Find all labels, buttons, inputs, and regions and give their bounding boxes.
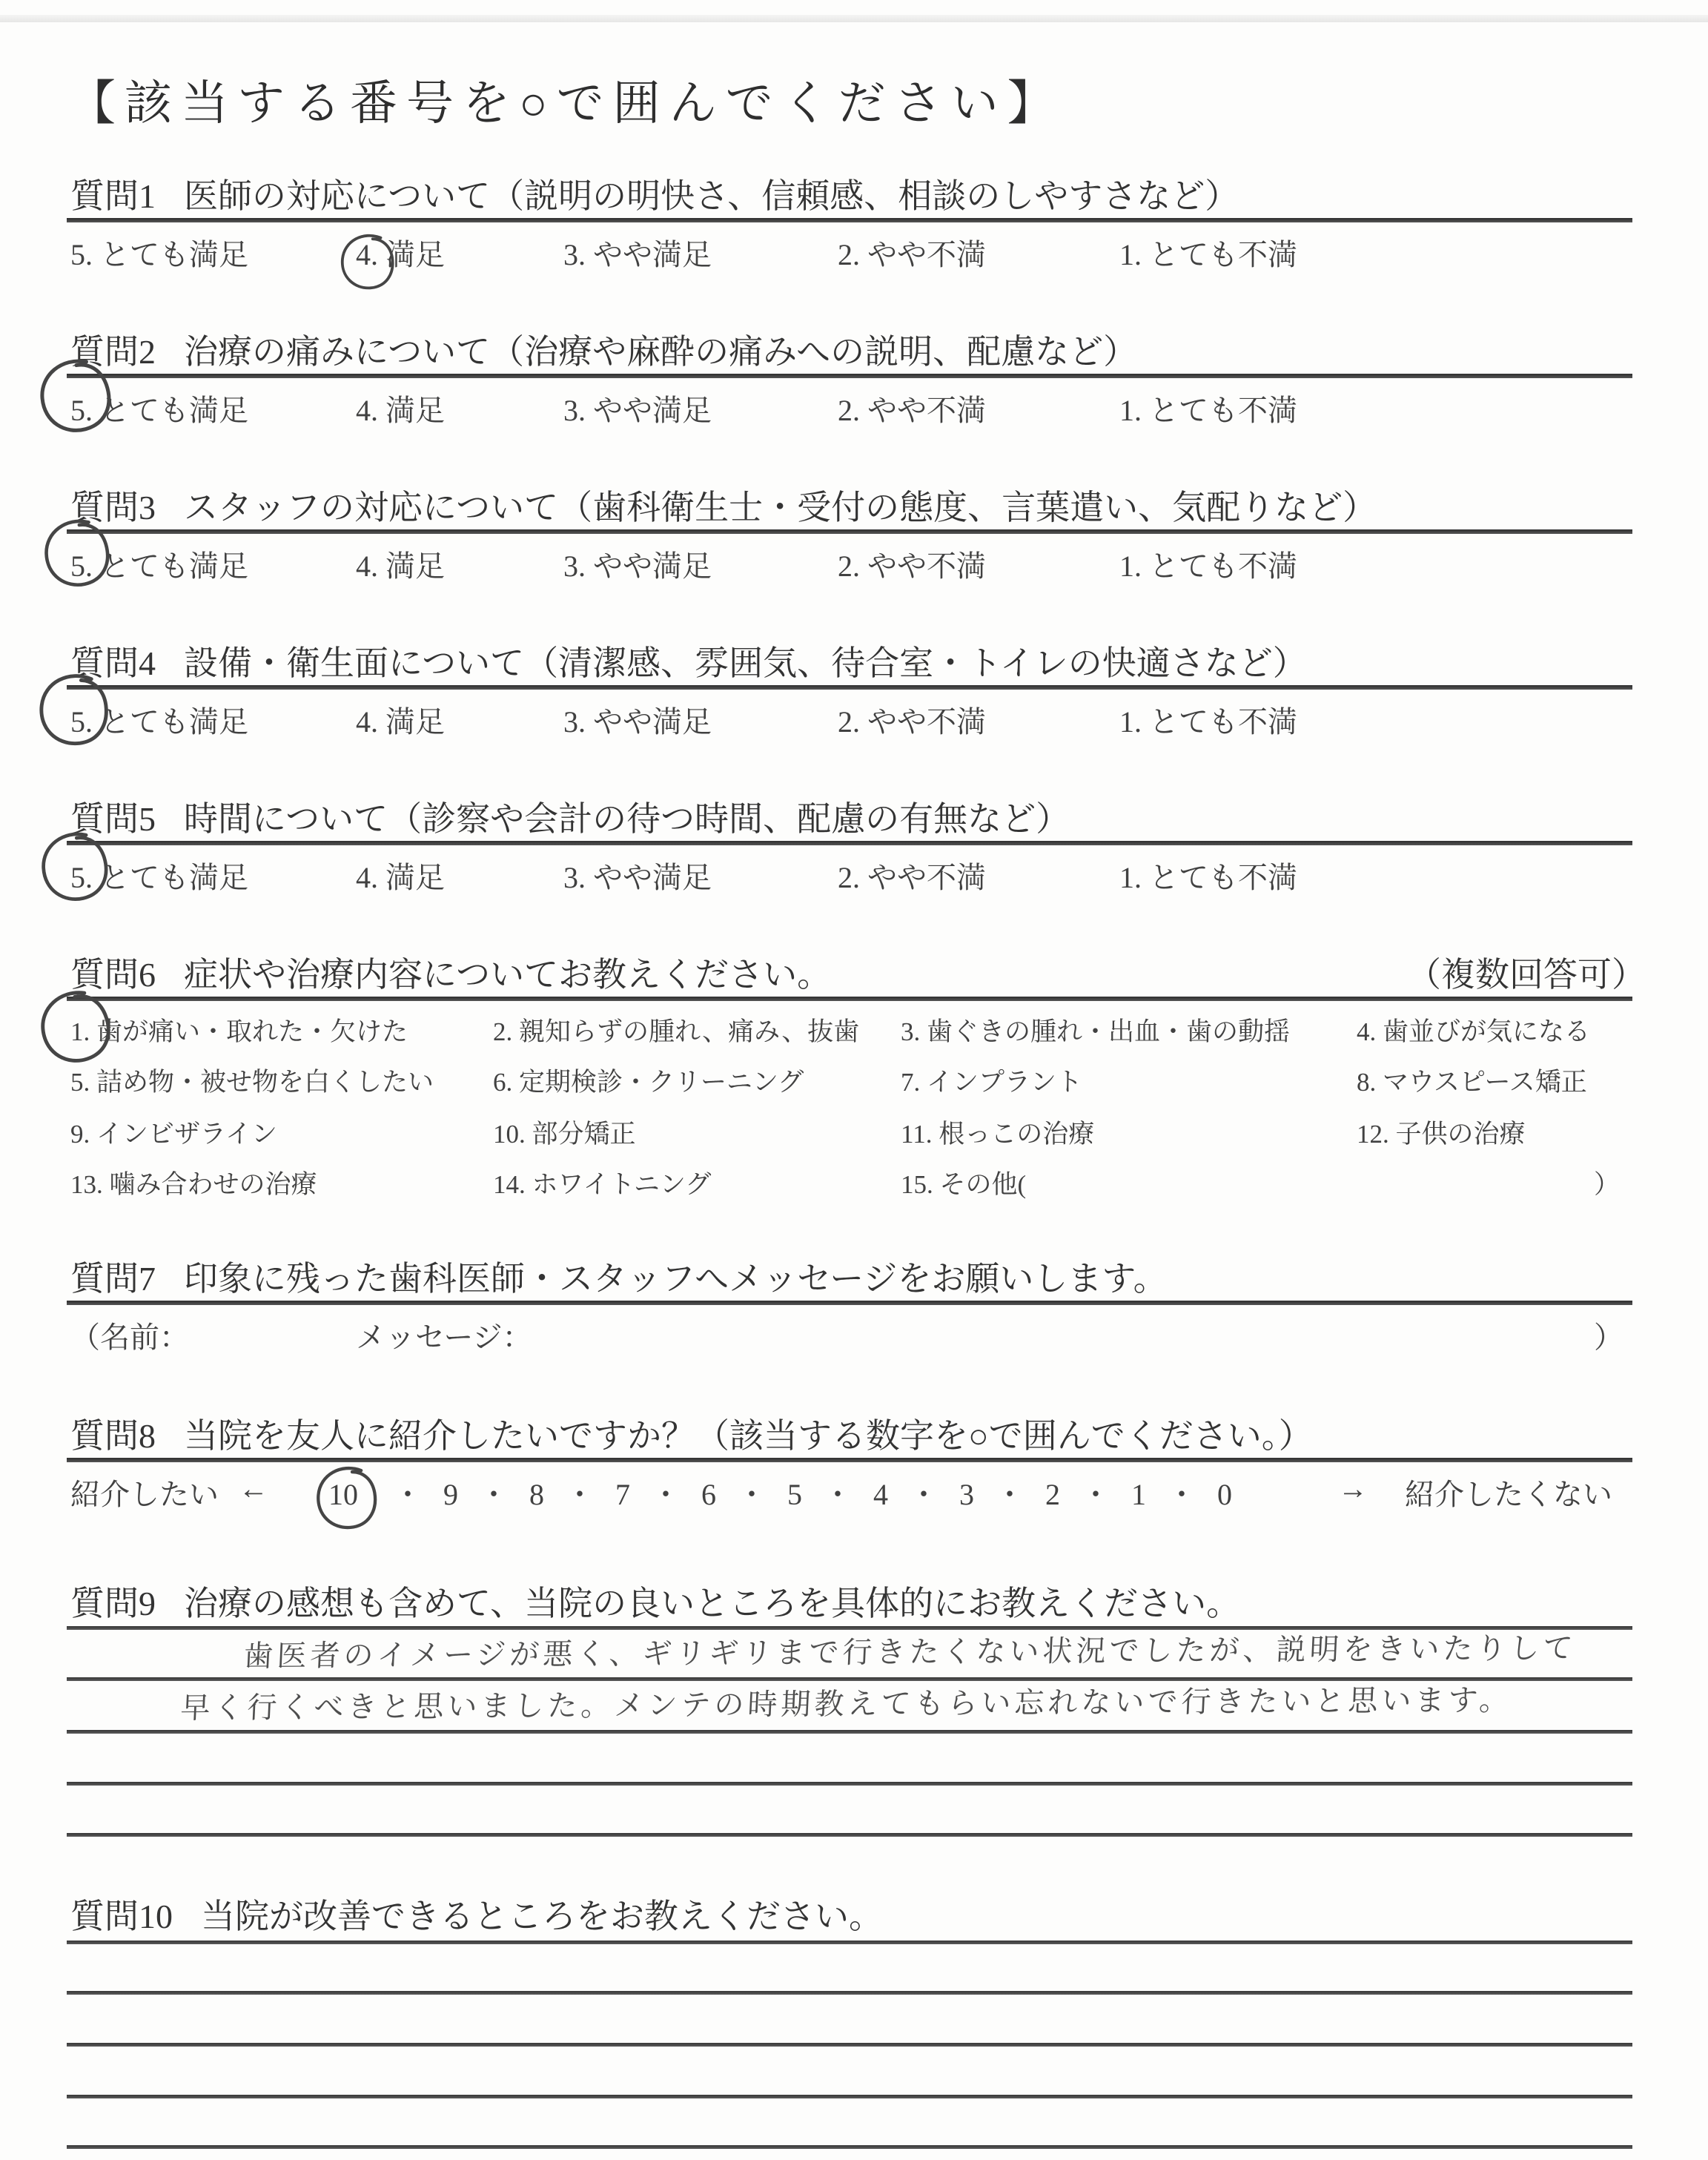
rating-option-4: 4. 満足 (356, 861, 445, 894)
question-topic: 治療の痛みについて（治療や麻酔の痛みへの説明、配慮など） (184, 333, 1138, 371)
section-rule (67, 529, 1632, 534)
question-heading (70, 636, 1307, 685)
question-heading (70, 1576, 1240, 1625)
question-heading (70, 1889, 883, 1938)
other-close-paren: ） (1594, 1170, 1621, 1199)
symptom-item-2: 2. 親知らずの腫れ、痛み、抜歯 (493, 1017, 860, 1046)
selected-score-value: 10 (328, 1478, 358, 1511)
handwritten-answer-line-1: 歯医者のイメージが悪く、ギリギリまで行きたくない状況でしたが、説明をきいたりして (242, 1631, 1578, 1674)
rating-option-5: 5. とても満足 (70, 861, 248, 894)
rating-option-3: 3. やや満足 (563, 238, 712, 271)
question-label: 質問7 (70, 1260, 156, 1298)
name-field-label: （名前： (70, 1321, 189, 1354)
rating-option-5: 5. とても満足 (70, 238, 248, 271)
question-heading (70, 169, 1239, 218)
question-topic: 時間について（診察や会計の待つ時間、配慮の有無など） (184, 800, 1070, 838)
page-title: 【該当する番号を○で囲んでください】 (68, 77, 1064, 130)
question-label: 質問8 (70, 1417, 156, 1455)
scale-right-label: 紹介したくない (1405, 1478, 1612, 1511)
rating-option-1: 1. とても不満 (1119, 394, 1297, 427)
symptom-item-14: 14. ホワイトニング (493, 1170, 712, 1199)
symptom-item-4: 4. 歯並びが気になる (1357, 1017, 1591, 1046)
scale-left-label: 紹介したい (70, 1478, 219, 1511)
answer-line (67, 2145, 1632, 2149)
nps-scale-row (0, 1471, 1708, 1523)
selected-score (315, 1461, 379, 1535)
question-heading (70, 1409, 1313, 1458)
symptom-item-7: 7. インプラント (901, 1068, 1083, 1097)
rating-option-1: 1. とても不満 (1119, 861, 1297, 894)
section-rule (67, 1301, 1632, 1305)
section-rule (67, 374, 1632, 378)
question-topic: 印象に残った歯科医師・スタッフへメッセージをお願いします。 (184, 1260, 1168, 1298)
symptom-item-15: 15. その他( (901, 1170, 1027, 1199)
answer-line (67, 1941, 1632, 1944)
symptom-item-9: 9. インビザライン (70, 1120, 277, 1149)
rating-option-2: 2. やや不満 (838, 861, 986, 894)
symptom-item-8: 8. マウスピース矯正 (1357, 1068, 1587, 1097)
question-heading (70, 792, 1070, 841)
rating-option-3: 3. やや満足 (563, 394, 712, 427)
rating-option-5: 5. とても満足 (70, 705, 248, 739)
question-heading (70, 1252, 1168, 1301)
question-label: 質問1 (70, 177, 156, 215)
scale-numbers: ・ 9 ・ 8 ・ 7 ・ 6 ・ 5 ・ 4 ・ 3 ・ 2 ・ 1 ・ 0 (393, 1478, 1239, 1511)
question-heading (70, 948, 831, 997)
question-topic: 症状や治療内容についてお教えください。 (184, 956, 832, 994)
section-rule (67, 1458, 1632, 1462)
symptom-item-5: 5. 詰め物・被せ物を白くしたい (70, 1068, 434, 1097)
question-topic: 設備・衛生面について（清潔感、雰囲気、待合室・トイレの快適さなど） (184, 644, 1307, 682)
multiple-answers-note: （複数回答可） (1407, 956, 1646, 994)
rating-option-5: 5. とても満足 (70, 549, 248, 583)
question-label: 質問2 (70, 333, 156, 371)
symptom-item-12: 12. 子供の治療 (1357, 1120, 1526, 1149)
answer-line (67, 2095, 1632, 2098)
question-topic: 治療の感想も含めて、当院の良いところを具体的にお教えください。 (184, 1585, 1241, 1622)
symptom-item-1: 1. 歯が痛い・取れた・欠けた (70, 1017, 408, 1046)
section-rule (67, 218, 1632, 222)
question-topic: スタッフの対応について（歯科衛生士・受付の態度、言葉遣い、気配りなど） (184, 489, 1377, 526)
symptom-item-3: 3. 歯ぐきの腫れ・出血・歯の動揺 (901, 1017, 1291, 1046)
rating-option-1: 1. とても不満 (1119, 238, 1297, 271)
question-topic: 当院を友人に紹介したいですか？（該当する数字を○で囲んでください。） (184, 1417, 1313, 1455)
rating-option-4: 4. 満足 (356, 705, 445, 739)
question-label: 質問3 (70, 489, 156, 526)
section-rule (67, 841, 1632, 845)
arrow-right-icon: → (1338, 1472, 1368, 1505)
rating-option-5: 5. とても満足 (70, 394, 248, 427)
question-heading (70, 480, 1377, 529)
rating-option-4: 4. 満足 (356, 238, 445, 271)
answer-line (67, 2043, 1632, 2047)
answer-line (67, 1833, 1632, 1837)
section-rule (67, 685, 1632, 690)
question-heading (70, 325, 1137, 374)
rating-option-3: 3. やや満足 (563, 549, 712, 583)
message-field-label: メッセージ： (356, 1321, 532, 1354)
rating-option-2: 2. やや不満 (838, 705, 986, 739)
symptom-item-13: 13. 噛み合わせの治療 (70, 1170, 317, 1199)
rating-option-3: 3. やや満足 (563, 705, 712, 739)
rating-option-1: 1. とても不満 (1119, 705, 1297, 739)
rating-option-4: 4. 満足 (356, 394, 445, 427)
symptom-item-6: 6. 定期検診・クリーニング (493, 1068, 804, 1097)
answer-line (67, 1730, 1632, 1734)
answer-line (67, 1782, 1632, 1786)
rating-option-4: 4. 満足 (356, 549, 445, 583)
close-paren: ） (1594, 1321, 1623, 1354)
question-topic: 当院が改善できるところをお教えください。 (201, 1898, 883, 1935)
symptom-item-11: 11. 根っこの治療 (901, 1120, 1095, 1149)
question-label: 質問6 (70, 956, 156, 994)
answer-line (67, 1991, 1632, 1995)
question-label: 質問9 (70, 1585, 156, 1622)
question-label: 質問10 (70, 1898, 173, 1935)
rating-option-1: 1. とても不満 (1119, 549, 1297, 583)
symptom-item-10: 10. 部分矯正 (493, 1120, 636, 1149)
question-label: 質問5 (70, 800, 156, 838)
question-topic: 医師の対応について（説明の明快さ、信頼感、相談のしやすさなど） (184, 177, 1239, 215)
rating-option-3: 3. やや満足 (563, 861, 712, 894)
section-rule (67, 997, 1632, 1001)
rating-option-2: 2. やや不満 (838, 394, 986, 427)
scan-top-shadow (0, 15, 1708, 22)
handwritten-answer-line-2: 早く行くべきと思いました。メンテの時期教えてもらい忘れないで行きたいと思います。 (179, 1683, 1514, 1726)
arrow-left-icon: ← (239, 1472, 268, 1505)
rating-option-2: 2. やや不満 (838, 238, 986, 271)
question-label: 質問4 (70, 644, 156, 682)
rating-option-2: 2. やや不満 (838, 549, 986, 583)
